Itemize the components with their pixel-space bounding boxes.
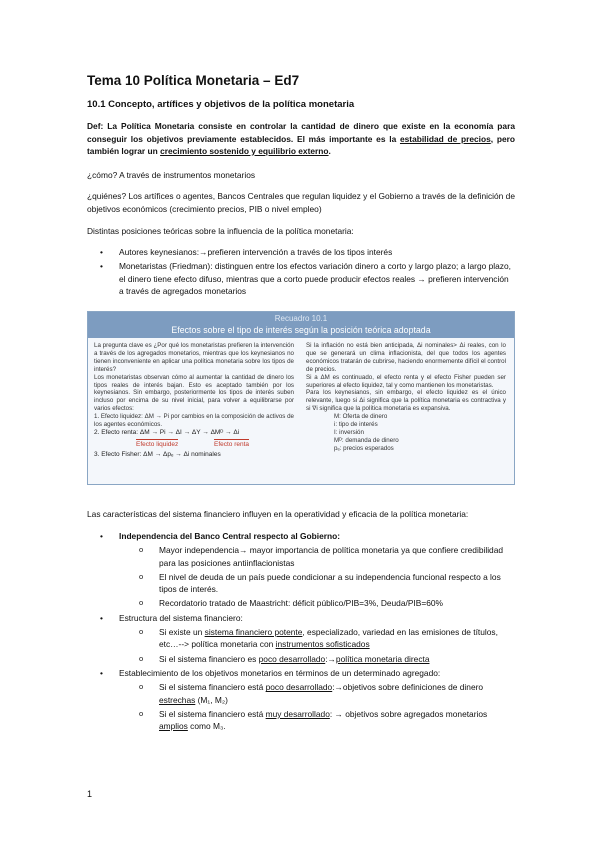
text-span: Si el sistema financiero es xyxy=(159,653,259,664)
characteristics-list xyxy=(87,530,515,734)
recuadro-right-column xyxy=(306,342,506,453)
text-span: como M₃. xyxy=(187,721,226,732)
list-item xyxy=(87,612,515,665)
label-efecto-liquidez: Efecto liquidez xyxy=(136,440,179,448)
box-paragraph: Si a ΔM es continuado, el efecto renta y el efecto Fisher pueden ser superiores al efecto liquidez, tal y como mantienen los monetaristas. xyxy=(306,373,506,389)
text-span: Si existe un xyxy=(159,627,205,638)
section-heading: 10.1 Concepto, artífices y objetivos de la política monetaria xyxy=(87,99,355,110)
box-paragraph: Si la inflación no está bien anticipada, Δi nominales> Δi reales, con lo que se generará un clima inflacionista, del que todos los agentes económicos tratarán de cubrirse, haciendo enormemente difícil el control de precios. xyxy=(306,342,506,373)
def-text-c: . xyxy=(328,146,331,156)
underline-span: instrumentos sofisticados xyxy=(275,639,370,650)
text-span: Si el sistema financiero está xyxy=(159,708,266,719)
equation-efecto-fisher: 3. Efecto Fisher: ΔM → Δpₑ → Δi nominales xyxy=(94,450,221,458)
definition-paragraph xyxy=(87,120,515,158)
recuadro-header xyxy=(88,312,514,338)
caracteristicas-line: Las características del sistema financiero influyen en la operatividad y eficacia de la política monetaria: xyxy=(87,509,469,519)
sublist xyxy=(119,626,515,665)
underline-span: poco desarrollado xyxy=(265,682,333,693)
recuadro-label: Recuadro 10.1 xyxy=(274,314,328,323)
label-efecto-renta: Efecto renta xyxy=(214,440,250,448)
item-heading: Independencia del Banco Central respecto al Gobierno: xyxy=(119,531,341,541)
text-span: :→ xyxy=(325,653,336,664)
list-item: • Monetaristas (Friedman): distinguen entre los efectos variación dinero a corto y largo plazo; a largo plazo, el dinero tiene efecto difuso, mientras que a corto puede producir efectos reales → prefieren intervención a través de agregados monetarios xyxy=(87,260,515,297)
text-span: Si el sistema financiero está xyxy=(159,682,266,693)
text-span: (M₁, M₂) xyxy=(195,694,228,705)
recuadro-box xyxy=(87,311,515,485)
text-span: :→objetivos sobre definiciones de dinero xyxy=(332,682,484,693)
equation-efecto-renta: 2. Efecto renta: ΔM → Pi → ΔI → ΔY → ΔMᴰ → Δi xyxy=(94,428,240,436)
list-item xyxy=(87,530,515,610)
document-title: Tema 10 Política Monetaria – Ed7 xyxy=(87,73,300,88)
box-paragraph: La pregunta clave es ¿Por qué los monetaristas prefieren la intervención a través de los agregados monetarios, mientras que los keynesianos no tienen inconveniente en aplicar una política monetaria sobre los tipos de interés? xyxy=(94,342,294,373)
sublist-item xyxy=(119,626,515,651)
box-paragraph: Los monetaristas observan cómo al aumentar la cantidad de dinero los tipos reales de interés bajan. Esto es aceptado también por los keynesianos. Sin embargo, posteriormente los tipos de interés suben incluso por encima de su nivel inicial, para volver a equilibrarse por varios efectos: xyxy=(94,373,294,413)
recuadro-title: Efectos sobre el tipo de interés según la posición teórica adoptada xyxy=(171,325,431,335)
legend-line: pₑ: precios esperados xyxy=(334,444,394,452)
item-heading: Estructura del sistema financiero: xyxy=(119,612,243,623)
sublist-item: o Recordatorio tratado de Maastricht: déficit público/PIB=3%, Deuda/PIB=60% xyxy=(119,597,515,609)
list-item xyxy=(87,667,515,732)
def-text-b: , pero también lograr un xyxy=(87,133,515,156)
red-labels-row xyxy=(94,437,294,451)
underline-span: poco desarrollado xyxy=(258,653,326,664)
box-paragraph: Para los keynesianos, sin embargo, el efecto liquidez es el único relevante, luego si Δi significa que la política monetaria es contractiva y si ∇i significa que la política monetaria es expansiva. xyxy=(306,389,506,413)
underline-span: sistema financiero potente xyxy=(204,627,303,638)
sublist-item: o Mayor independencia→ mayor importancia de política monetaria ya que confiere credibilidad para las posiciones antiinflacionistas xyxy=(119,544,515,569)
quienes-paragraph: ¿quiénes? Los artífices o agentes, Bancos Centrales que regulan liquidez y el Gobierno a través de la definición de objetivos económicos (crecimiento precios, PIB o nivel empleo) xyxy=(87,191,515,214)
posiciones-line: Distintas posiciones teóricas sobre la influencia de la política monetaria: xyxy=(87,226,354,236)
sublist-item xyxy=(119,681,515,706)
text-span: , especializado, variedad en las emisiones de títulos, etc…--> política monetaria con xyxy=(159,627,498,650)
sublist-item xyxy=(119,653,515,665)
text-span: : → objetivos sobre agregados monetarios xyxy=(329,708,488,719)
underline-span: política monetaria directa xyxy=(335,653,430,664)
legend-line: Mᴰ: demanda de dinero xyxy=(334,436,399,444)
sublist xyxy=(119,681,515,732)
underline-span: estrechas xyxy=(159,694,196,705)
box-paragraph: 1. Efecto liquidez: ΔM → Pi por cambios en la composición de activos de los agentes económicos. xyxy=(94,413,294,429)
page-number: 1 xyxy=(87,789,93,799)
legend-line: i: tipo de interés xyxy=(334,421,378,429)
item-heading: Establecimiento de los objetivos monetarios en términos de un determinado agregado: xyxy=(119,667,441,678)
list-item: • Autores keynesianos:→prefieren intervención a través de los tipos interés xyxy=(87,246,515,258)
legend-line: M: Oferta de dinero xyxy=(334,413,388,421)
sublist xyxy=(119,544,515,609)
theory-list xyxy=(87,246,515,299)
legend-line: I: inversión xyxy=(334,428,364,436)
underline-span: amplios xyxy=(159,721,188,732)
def-underline-2: crecimiento sostenido y equilibrio externo xyxy=(160,146,329,156)
def-text-a: Def: La Política Monetaria consiste en controlar la cantidad de dinero que existe en la economía para conseguir los objetivos previamente establecidos. El más importante es la xyxy=(87,121,515,144)
como-line: ¿cómo? A través de instrumentos monetarios xyxy=(87,170,256,180)
underline-span: muy desarrollado xyxy=(265,708,330,719)
sublist-item: o El nivel de deuda de un país puede condicionar a su independencia funcional respecto a los tipos de interés. xyxy=(119,571,515,596)
def-underline-1: estabilidad de precios xyxy=(399,133,491,144)
recuadro-left-column xyxy=(94,342,294,459)
sublist-item xyxy=(119,708,515,733)
